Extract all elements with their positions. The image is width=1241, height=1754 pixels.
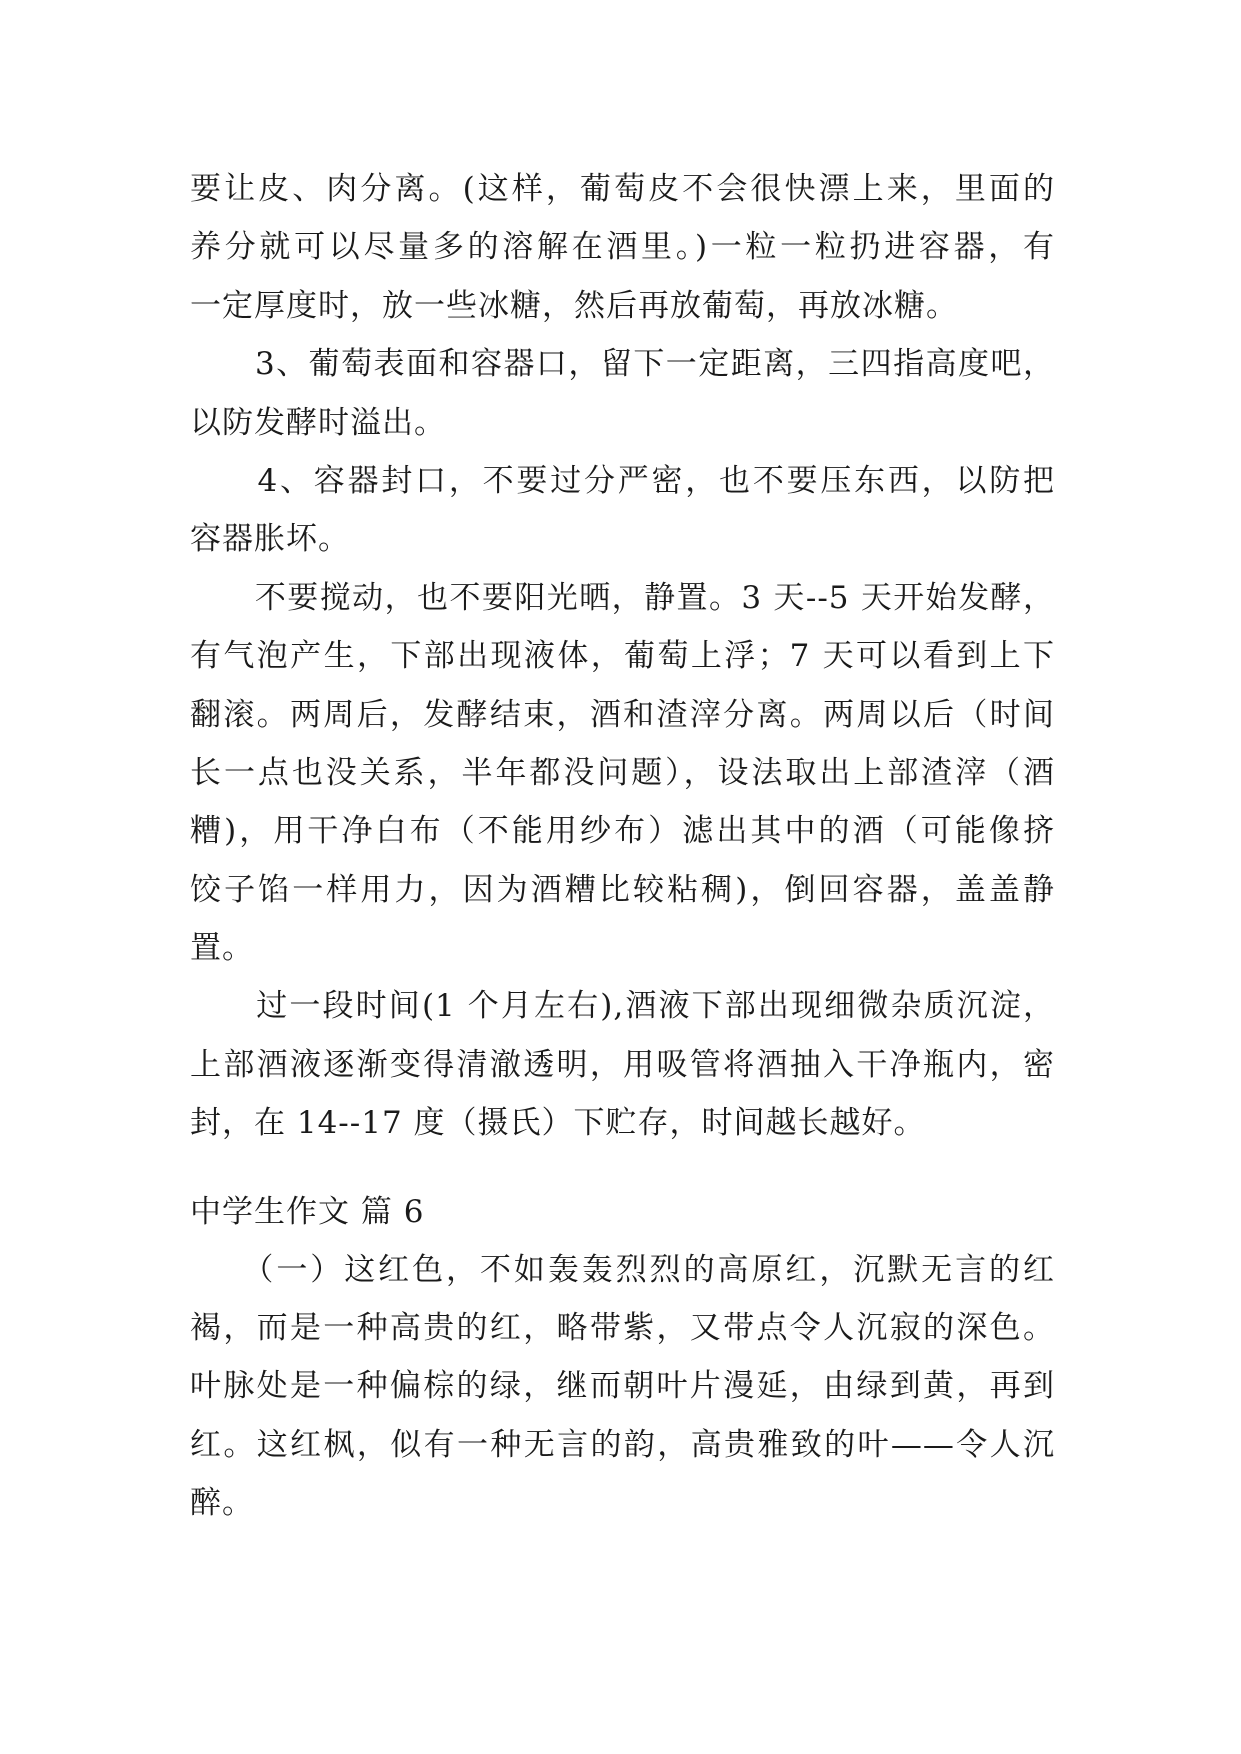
text-line: 翻滚。两周后，发酵结束，酒和渣滓分离。两周以后（时间 [190, 696, 1055, 733]
text-line: 糟)，用干净白布（不能用纱布）滤出其中的酒（可能像挤 [190, 813, 1055, 850]
text-line: 3、葡萄表面和容器口，留下一定距离，三四指高度吧， [190, 346, 1055, 383]
text-line: 封，在 14--17 度（摄氏）下贮存，时间越长越好。 [190, 1105, 926, 1142]
text-line: 有气泡产生，下部出现液体，葡萄上浮；7 天可以看到上下 [190, 638, 1055, 675]
text-line: 长一点也没关系，半年都没问题），设法取出上部渣滓（酒 [190, 754, 1055, 791]
section-gap [190, 1153, 1055, 1183]
text-line: 一定厚度时，放一些冰糖，然后再放葡萄，再放冰糖。 [190, 287, 958, 324]
section-title: 中学生作文 篇 6 [190, 1193, 425, 1230]
text-line: 上部酒液逐渐变得清澈透明，用吸管将酒抽入干净瓶内，密 [190, 1046, 1055, 1083]
text-line: 醉。 [190, 1485, 254, 1522]
text-line: 红。这红枫，似有一种无言的韵，高贵雅致的叶——令人沉 [190, 1426, 1055, 1463]
text-line: 置。 [190, 930, 254, 967]
text-line: 养分就可以尽量多的溶解在酒里。)一粒一粒扔进容器，有 [190, 229, 1055, 266]
text-line: 叶脉处是一种偏棕的绿，继而朝叶片漫延，由绿到黄，再到 [190, 1368, 1055, 1405]
document-body [190, 160, 1055, 1533]
text-line: 过一段时间(1 个月左右),酒液下部出现细微杂质沉淀， [190, 988, 1055, 1025]
text-line: 容器胀坏。 [190, 521, 350, 558]
text-line: 要让皮、肉分离。(这样，葡萄皮不会很快漂上来，里面的 [190, 171, 1055, 207]
text-line: 不要搅动，也不要阳光晒，静置。3 天--5 天开始发酵， [190, 579, 1055, 616]
text-line: 4、容器封口，不要过分严密，也不要压东西，以防把 [190, 462, 1055, 499]
text-line: 以防发酵时溢出。 [190, 404, 446, 441]
text-line: 饺子馅一样用力，因为酒糟比较粘稠)，倒回容器，盖盖静 [190, 871, 1055, 908]
text-line: （一）这红色，不如轰轰烈烈的高原红，沉默无言的红 [190, 1251, 1055, 1288]
text-line: 褐，而是一种高贵的红，略带紫，又带点令人沉寂的深色。 [190, 1310, 1055, 1347]
